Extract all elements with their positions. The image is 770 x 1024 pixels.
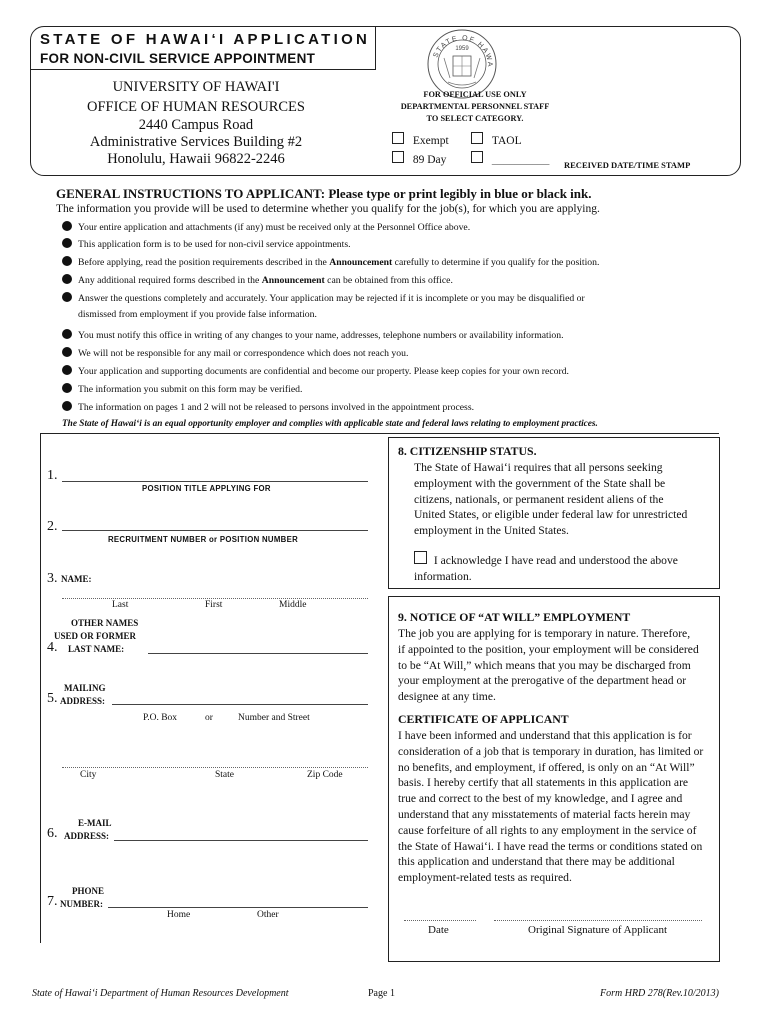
eeo-statement: The State of Hawai‘i is an equal opportunity employer and complies with applicable state and federal laws relating to employment practices. xyxy=(62,419,598,429)
instruction-item: Any additional required forms described in the Announcement can be obtained from this office. xyxy=(62,274,453,286)
city-caption: City xyxy=(80,770,97,780)
q3-number: 3. xyxy=(47,571,58,586)
bullet-icon xyxy=(62,347,72,357)
other-category-checkbox[interactable] xyxy=(471,151,483,163)
certificate-text: I have been informed and understand that this application is for consideration of a job that is temporary in duration, has limited or no benefits, and employment, if offered, is only on an “At Will” basis. I hereby certify that all statements in this application are true and correct to the best of my knowledge, and I agree and understand that any misstatements of material facts herein may cause forfeiture of all rights to any employment in the service of the State of Hawai‘i. I have read the terms or conditions stated on this application and understand that there may be additional employment-related tests as required. xyxy=(398,729,704,885)
bullet-icon xyxy=(62,292,72,302)
taol-label: TAOL xyxy=(491,135,522,147)
name-last-caption: Last xyxy=(112,600,129,610)
citizenship-text: The State of Hawai‘i requires that all persons seeking employment with the government of the State shall be citizens, nationals, or permanent resident aliens of the United States, or eligible under federal law for unrestricted employment in the United States. xyxy=(414,461,688,538)
official-use-block xyxy=(380,89,570,125)
instruction-item: This application form is to be used for non-civil service appointments. xyxy=(62,238,351,250)
category-other[interactable] xyxy=(471,151,549,166)
89-day-label: 89 Day xyxy=(412,154,447,166)
zip-caption: Zip Code xyxy=(307,770,343,780)
state-caption: State xyxy=(215,770,234,780)
date-label: Date xyxy=(428,924,449,936)
bullet-icon xyxy=(62,329,72,339)
instruction-item: Your entire application and attachments (if any) must be received only at the Personnel Office above. xyxy=(62,221,470,233)
instructions-heading: GENERAL INSTRUCTIONS TO APPLICANT: Please type or print legibly in blue or black ink. xyxy=(56,186,592,201)
form-title: STATE OF HAWAI‘I APPLICATION xyxy=(40,31,371,48)
instruction-item: Before applying, read the position requirements described in the Announcement carefully to determine if you qualify for the position. xyxy=(62,256,599,268)
phone-home-caption: Home xyxy=(167,910,191,920)
position-title-field[interactable] xyxy=(62,481,368,482)
bullet-icon xyxy=(62,238,72,248)
used-or-former-label: USED OR FORMER xyxy=(54,631,137,641)
citizenship-heading: 8. CITIZENSHIP STATUS. xyxy=(398,444,537,458)
left-border xyxy=(40,433,41,943)
signature-field[interactable] xyxy=(494,920,702,921)
instruction-item: The information on pages 1 and 2 will not be released to persons involved in the appointment process. xyxy=(62,401,474,413)
instruction-item-continued: dismissed from employment if you provide false information. xyxy=(78,309,317,320)
exempt-checkbox[interactable] xyxy=(392,132,404,144)
recruitment-number-label: RECRUITMENT NUMBER or POSITION NUMBER xyxy=(108,535,298,544)
po-box-caption: P.O. Box xyxy=(143,713,178,723)
org-university: UNIVERSITY OF HAWAI'I xyxy=(112,79,280,95)
street-caption: Number and Street xyxy=(238,713,310,723)
email-field[interactable] xyxy=(114,840,368,841)
citizenship-ack-checkbox[interactable] xyxy=(414,551,427,564)
category-89-day[interactable] xyxy=(392,151,446,166)
category-exempt[interactable] xyxy=(392,132,449,147)
q5-number: 5. xyxy=(47,691,58,706)
instructions-intro: The information you provide will be used to determine whether you qualify for the job(s), for which you are applying. xyxy=(56,203,600,215)
signature-label: Original Signature of Applicant xyxy=(528,924,667,936)
form-subtitle: FOR NON-CIVIL SERVICE APPOINTMENT xyxy=(40,51,316,66)
89-day-checkbox[interactable] xyxy=(392,151,404,163)
section-divider xyxy=(40,433,719,434)
phone-label-top: PHONE xyxy=(72,886,105,896)
official-use-line: TO SELECT CATEGORY. xyxy=(426,114,524,123)
instruction-item: You must notify this office in writing of any changes to your name, addresses, telephone numbers or availability information. xyxy=(62,329,564,341)
name-middle-caption: Middle xyxy=(279,600,307,610)
at-will-heading: 9. NOTICE OF “AT WILL” EMPLOYMENT xyxy=(398,610,631,624)
bullet-icon xyxy=(62,256,72,266)
phone-number-label: NUMBER: xyxy=(60,899,103,909)
org-street: 2440 Campus Road xyxy=(138,117,254,133)
former-last-name-field[interactable] xyxy=(148,653,368,654)
citizenship-acknowledge[interactable]: I acknowledge I have read and understood the above xyxy=(414,551,678,569)
other-category-blank: __________ xyxy=(491,154,550,166)
received-stamp-label: RECEIVED DATE/TIME STAMP xyxy=(564,160,691,170)
date-field[interactable] xyxy=(404,920,476,921)
last-name-label: LAST NAME: xyxy=(68,644,125,654)
bullet-icon xyxy=(62,365,72,375)
at-will-text: The job you are applying for is temporary in nature. Therefore, if appointed to the position, your employment will be considered to be “At Will,” which means that you may be discharged from your employment at the prerogative of the department head or designee at any time. xyxy=(398,627,699,704)
seal-year: 1959 xyxy=(455,46,469,52)
bullet-icon xyxy=(62,383,72,393)
name-first-caption: First xyxy=(205,600,223,610)
email-address-label: ADDRESS: xyxy=(64,831,110,841)
mailing-address-field[interactable] xyxy=(112,704,368,705)
instruction-item: We will not be responsible for any mail or correspondence which does not reach you. xyxy=(62,347,408,359)
mailing-label: MAILING xyxy=(64,683,106,693)
q6-number: 6. xyxy=(47,826,58,841)
official-use-line: DEPARTMENTAL PERSONNEL STAFF xyxy=(400,102,550,111)
taol-checkbox[interactable] xyxy=(471,132,483,144)
footer-department: State of Hawai‘i Department of Human Resources Development xyxy=(32,988,289,999)
q2-number: 2. xyxy=(47,519,58,534)
name-label: NAME: xyxy=(61,574,92,584)
org-building: Administrative Services Building #2 xyxy=(89,134,303,150)
q1-number: 1. xyxy=(47,468,58,483)
org-city: Honolulu, Hawaii 96822-2246 xyxy=(107,151,285,167)
phone-other-caption: Other xyxy=(257,910,279,920)
certificate-heading: CERTIFICATE OF APPLICANT xyxy=(398,712,569,726)
q7-number: 7. xyxy=(47,894,58,909)
bullet-icon xyxy=(62,274,72,284)
category-taol[interactable] xyxy=(471,132,522,147)
name-field[interactable] xyxy=(62,598,368,599)
address-label: ADDRESS: xyxy=(60,696,106,706)
bullet-icon xyxy=(62,221,72,231)
instruction-item: The information you submit on this form may be verified. xyxy=(62,383,302,395)
city-state-zip-field[interactable] xyxy=(62,767,368,768)
citizenship-ack-cont: information. xyxy=(414,570,472,583)
or-caption: or xyxy=(205,713,213,723)
email-label-top: E-MAIL xyxy=(78,818,112,828)
phone-field[interactable] xyxy=(108,907,368,908)
official-use-line: FOR OFFICIAL USE ONLY xyxy=(423,90,527,99)
instruction-item: Answer the questions completely and accurately. Your application may be rejected if it is incomplete or you may be disqualified or xyxy=(62,292,585,304)
recruitment-number-field[interactable] xyxy=(62,530,368,531)
seal-ring-text: STATE OF HAWA xyxy=(432,34,494,69)
exempt-label: Exempt xyxy=(412,135,449,147)
footer-form-number: Form HRD 278(Rev.10/2013) xyxy=(600,988,719,999)
org-office: OFFICE OF HUMAN RESOURCES xyxy=(87,99,305,115)
other-names-label: OTHER NAMES xyxy=(71,618,139,628)
position-title-label: POSITION TITLE APPLYING FOR xyxy=(142,484,271,493)
footer-page-number: Page 1 xyxy=(368,988,395,999)
instruction-item: Your application and supporting documents are confidential and become our property. Please keep copies for your own record. xyxy=(62,365,569,377)
q4-number: 4. xyxy=(47,640,58,655)
bullet-icon xyxy=(62,401,72,411)
